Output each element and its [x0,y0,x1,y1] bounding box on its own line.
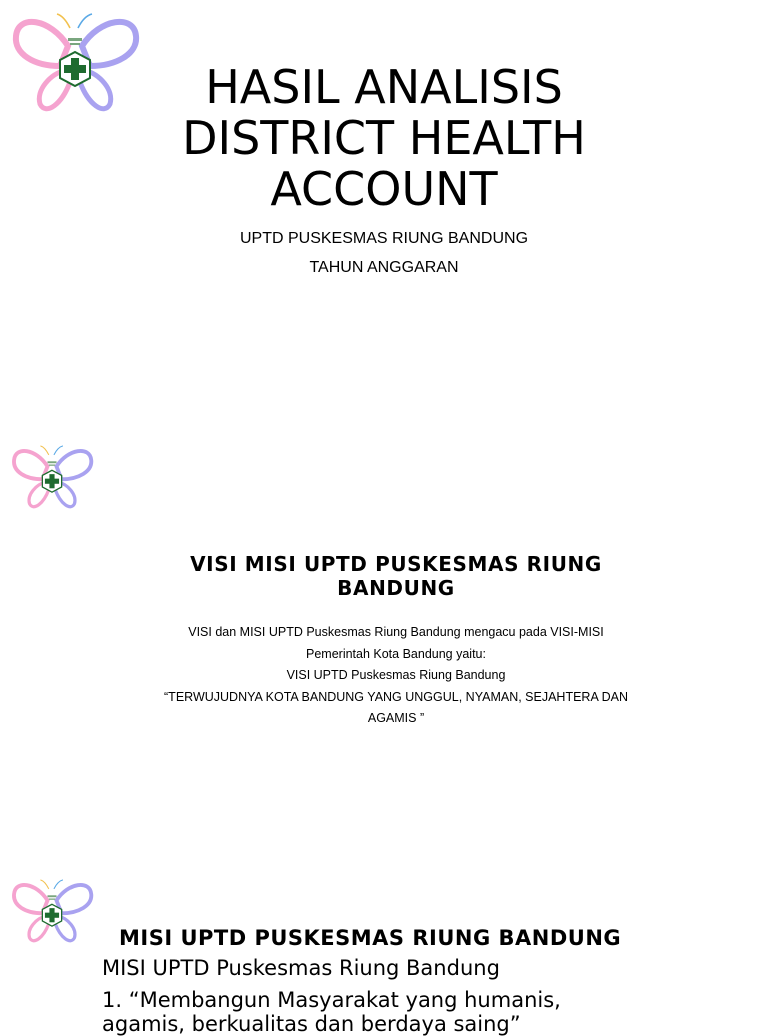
slide-title-heading [120,62,648,215]
body-line: AGAMIS ” [367,711,425,725]
slide-visi [0,430,768,870]
butterfly-logo-icon [10,876,94,948]
title-line: DISTRICT HEALTH [182,111,586,165]
misi-heading: MISI UPTD PUSKESMAS RIUNG BANDUNG [119,926,622,950]
body-line: VISI dan MISI UPTD Puskesmas Riung Bandung mengacu pada VISI-MISI [188,625,604,639]
subtitle-line: UPTD PUSKESMAS RIUNG BANDUNG [239,230,529,247]
butterfly-logo-icon [10,442,94,514]
body-line: VISI UPTD Puskesmas Riung Bandung [286,668,506,682]
misi-line: 1. “Membangun Masyarakat yang humanis, [102,988,561,1012]
title-line: ACCOUNT [270,162,498,216]
visi-heading [160,552,632,600]
slide-misi [0,870,768,1036]
body-line: “TERWUJUDNYA KOTA BANDUNG YANG UNGGUL, NYAMAN, SEJAHTERA DAN [164,689,628,704]
title-line: HASIL ANALISIS [205,60,563,114]
misi-line: agamis, berkualitas dan berdaya saing” [102,1012,521,1036]
subtitle-line: TAHUN ANGGARAN [309,259,459,276]
visi-body [160,622,632,730]
heading-line: VISI MISI UPTD PUSKESMAS RIUNG [190,552,602,576]
body-line: Pemerintah Kota Bandung yaitu: [306,646,486,661]
heading-line: BANDUNG [337,576,455,600]
misi-line: MISI UPTD Puskesmas Riung Bandung [102,956,500,980]
slide-title [0,0,768,430]
